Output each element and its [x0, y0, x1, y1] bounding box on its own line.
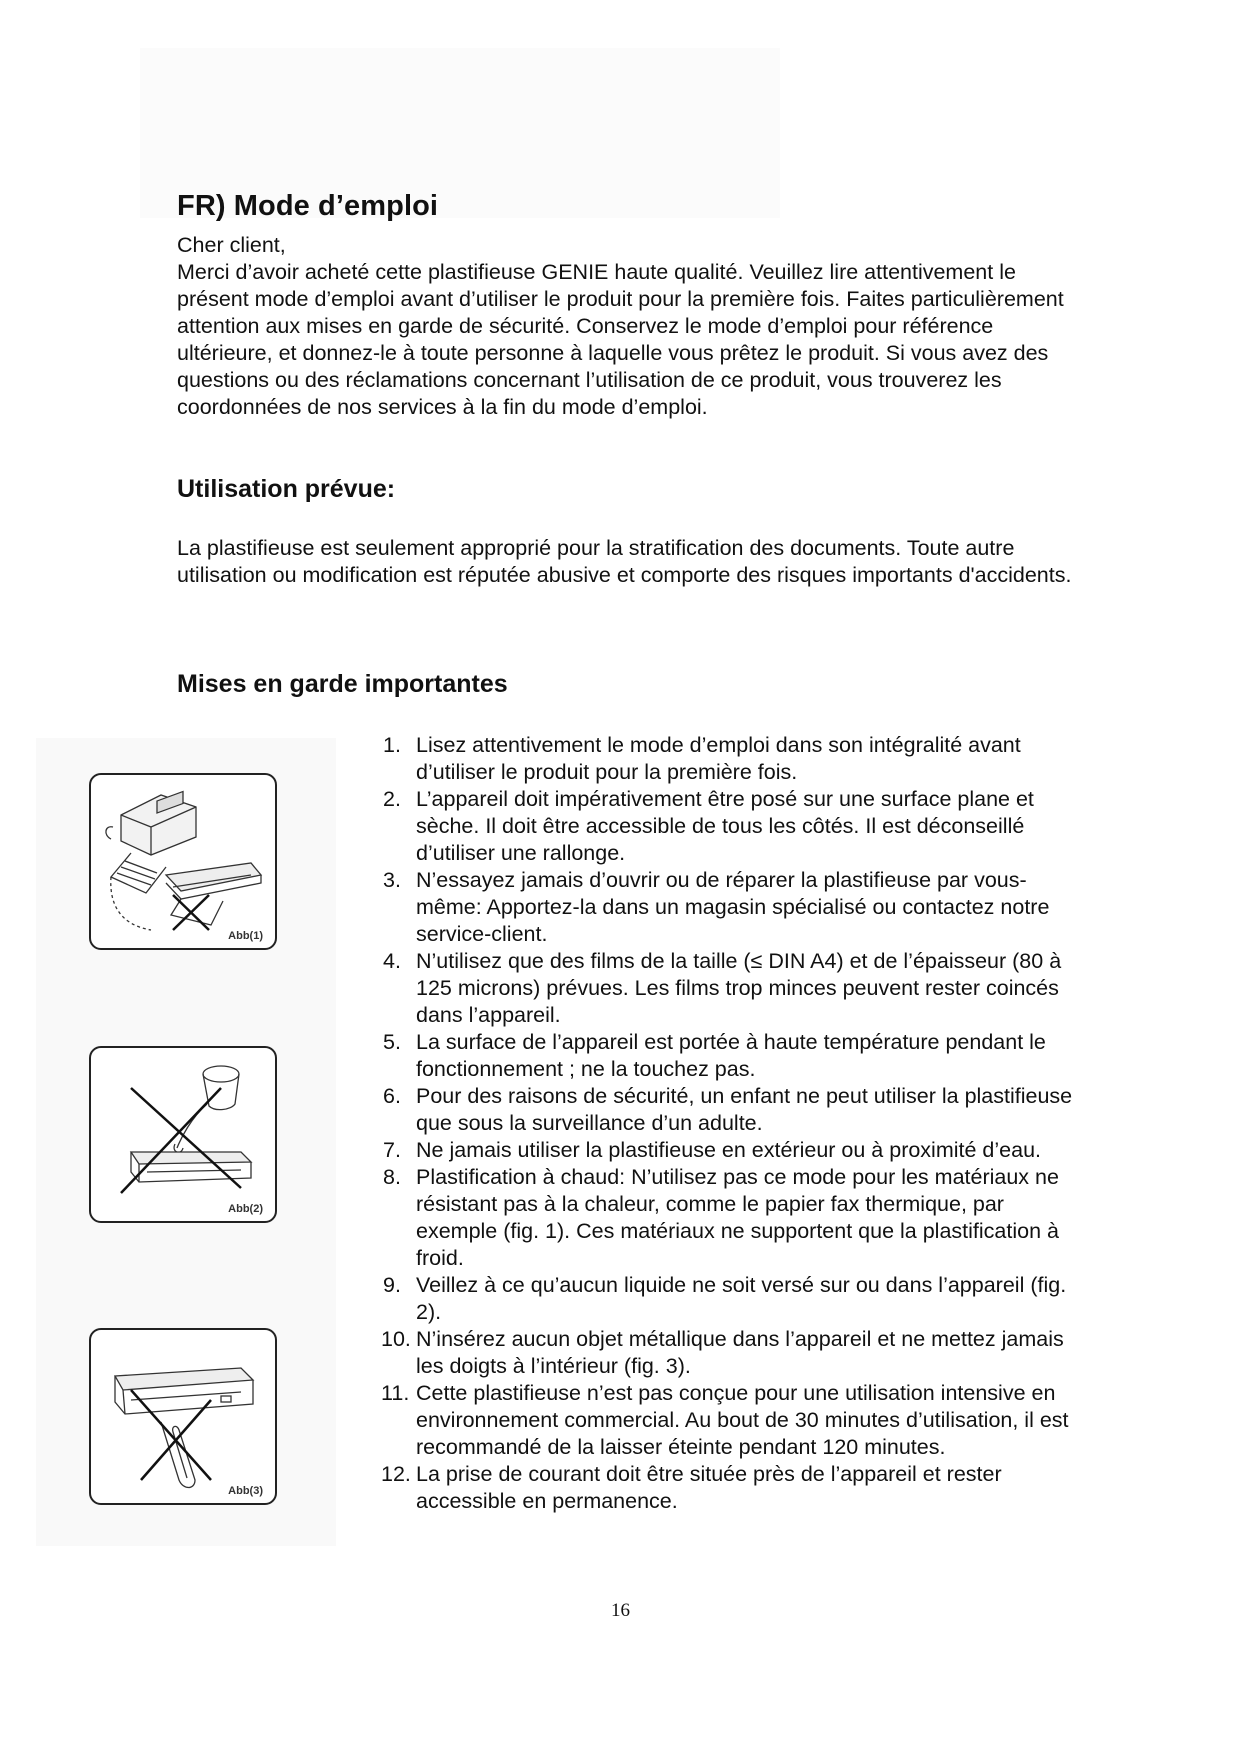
- warnings-heading: Mises en garde importantes: [177, 670, 508, 698]
- no-liquid-icon: [91, 1048, 275, 1221]
- warning-item: 12. La prise de courant doit être située près de l’appareil et rester accessible en permanence.: [381, 1462, 1002, 1513]
- figure-3: [89, 1328, 277, 1505]
- warning-item: 11. Cette plastifieuse n’est pas conçue pour une utilisation intensive en environnement commercial. Au bout de 30 minutes d’utilisation, il est recommandé de la laisser éteinte pendant 120 minutes.: [381, 1381, 1069, 1459]
- warnings-list: [383, 732, 1083, 1515]
- warning-item: 3. N’essayez jamais d’ouvrir ou de réparer la plastifieuse par vous-même: Apportez-la dans un magasin spécialisé ou contactez notre service-client.: [383, 868, 1050, 946]
- page-title: FR) Mode d’emploi: [177, 190, 439, 222]
- warning-item: 9. Veillez à ce qu’aucun liquide ne soit versé sur ou dans l’appareil (fig. 2).: [383, 1273, 1067, 1324]
- warning-item: 10. N’insérez aucun objet métallique dans l’appareil et ne mettez jamais les doigts à l’intérieur (fig. 3).: [381, 1327, 1064, 1378]
- intro-body: Merci d’avoir acheté cette plastifieuse GENIE haute qualité. Veuillez lire attentivement le présent mode d’emploi avant d’utiliser le produit pour la première fois. Faites particulièrement attention aux mises en garde de sécurité. Conservez le mode d’emploi pour référence ultérieure, et donnez-le à toute personne à laquelle vous prêtez le produit. Si vous avez des questions ou des réclamations concernant l’utilisation de ce produit, vous trouverez les coordonnées de nos services à la fin du mode d’emploi.: [177, 260, 1064, 419]
- figure-2: [89, 1046, 277, 1223]
- warning-item: 2. L’appareil doit impérativement être posé sur une surface plane et sèche. Il doit être accessible de tous les côtés. Il est déconseillé d’utiliser une rallonge.: [383, 787, 1034, 865]
- figure-1-label: Abb(1): [228, 930, 263, 942]
- no-metal-objects-icon: [91, 1330, 275, 1503]
- figure-3-label: Abb(3): [228, 1485, 263, 1497]
- intro-greeting: Cher client,: [177, 233, 286, 257]
- fax-paper-no-laminate-icon: [91, 775, 275, 948]
- warning-item: 7. Ne jamais utiliser la plastifieuse en extérieur ou à proximité d’eau.: [383, 1138, 1042, 1162]
- warning-item: 6. Pour des raisons de sécurité, un enfant ne peut utiliser la plastifieuse que sous la surveillance d’un adulte.: [383, 1084, 1073, 1135]
- figure-1: [89, 773, 277, 950]
- usage-text: La plastifieuse est seulement approprié pour la stratification des documents. Toute autre utilisation ou modification est réputée abusive et comporte des risques importants d'accidents.: [177, 536, 1072, 587]
- usage-heading: Utilisation prévue:: [177, 475, 396, 503]
- page-number: 16: [611, 1600, 630, 1621]
- intro-section: [177, 232, 1077, 421]
- warning-item: 4. N’utilisez que des films de la taille (≤ DIN A4) et de l’épaisseur (80 à 125 microns) prévues. Les films trop minces peuvent rester coincés dans l’appareil.: [383, 949, 1062, 1027]
- warning-item: 1. Lisez attentivement le mode d’emploi dans son intégralité avant d’utiliser le produit pour la première fois.: [383, 733, 1021, 784]
- warning-item: 8. Plastification à chaud: N’utilisez pas ce mode pour les matériaux ne résistant pas à la chaleur, comme le papier fax thermique, par exemple (fig. 1). Ces matériaux ne supportent que la plastification à froid.: [383, 1165, 1059, 1270]
- figure-2-label: Abb(2): [228, 1203, 263, 1215]
- warning-item: 5. La surface de l’appareil est portée à haute température pendant le fonctionnement ; ne la touchez pas.: [383, 1030, 1046, 1081]
